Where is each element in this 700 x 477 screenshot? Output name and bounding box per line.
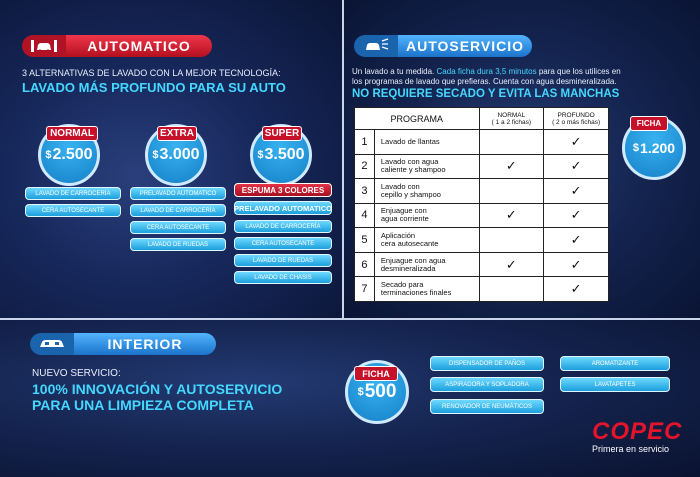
horizontal-divider (0, 318, 700, 320)
profundo-check: ✓ (544, 228, 609, 253)
normal-tag: NORMAL (46, 126, 98, 141)
autoservicio-intro-1: Un lavado a tu medida. Cada ficha dura 3,5 minutos para que los utilices en (352, 67, 621, 76)
interior-header (30, 333, 216, 355)
interior-service[interactable]: DISPENSADOR DE PAÑOS (430, 356, 544, 371)
program-name: Enjuague con agua desmineralizada (374, 252, 479, 277)
program-number: 4 (355, 203, 375, 228)
autoservicio-ficha-circle: $ 1.200 (622, 116, 686, 180)
normal-price: 2.500 (52, 146, 93, 163)
brand-tagline: Primera en servicio (592, 444, 670, 454)
interior-service[interactable]: LAVATAPETES (560, 377, 670, 392)
program-name: Lavado con agua caliente y shampoo (374, 154, 479, 179)
interior-ficha-tag: FICHA (354, 366, 398, 381)
normal-option[interactable]: LAVADO DE CARROCERÍA (25, 187, 121, 200)
program-name: Enjuague con agua corriente (374, 203, 479, 228)
program-row (355, 252, 609, 277)
normal-check (479, 277, 544, 302)
autoservicio-header (354, 35, 532, 57)
interior-service[interactable]: AROMATIZANTE (560, 356, 670, 371)
interior-title: INTERIOR (74, 333, 216, 355)
program-row (355, 179, 609, 204)
profundo-check: ✓ (544, 203, 609, 228)
profundo-check: ✓ (544, 130, 609, 155)
interior-service[interactable]: RENOVADOR DE NEUMÁTICOS (430, 399, 544, 414)
program-number: 3 (355, 179, 375, 204)
extra-tag: EXTRA (157, 126, 197, 141)
super-option[interactable]: LAVADO DE CARROCERÍA (234, 220, 332, 233)
super-option[interactable]: LAVADO DE RUEDAS (234, 254, 332, 267)
car-wash-icon (22, 35, 66, 57)
profundo-check: ✓ (544, 179, 609, 204)
program-name: Lavado con cepillo y shampoo (374, 179, 479, 204)
program-name: Secado para terminaciones finales (374, 277, 479, 302)
profundo-check: ✓ (544, 252, 609, 277)
super-option[interactable]: ESPUMA 3 COLORES (234, 183, 332, 197)
extra-option[interactable]: LAVADO DE RUEDAS (130, 238, 226, 251)
normal-check (479, 130, 544, 155)
program-row (355, 154, 609, 179)
program-header: PROGRAMA (355, 108, 480, 130)
interior-ficha-price: 500 (364, 381, 397, 402)
interior-headline-2: PARA UNA LIMPIEZA COMPLETA (32, 397, 254, 413)
program-row (355, 277, 609, 302)
program-number: 6 (355, 252, 375, 277)
program-name: Aplicación cera autosecante (374, 228, 479, 253)
autoservicio-title: AUTOSERVICIO (398, 35, 532, 57)
super-option[interactable]: LAVADO DE CHASIS (234, 271, 332, 284)
normal-price-circle: $ 2.500 (38, 124, 100, 186)
program-row (355, 203, 609, 228)
automatico-headline: LAVADO MÁS PROFUNDO PARA SU AUTO (22, 80, 286, 95)
normal-header: NORMAL ( 1 a 2 fichas) (479, 108, 544, 130)
normal-check (479, 228, 544, 253)
normal-check (479, 179, 544, 204)
autoservicio-ficha-tag: FICHA (630, 116, 668, 131)
automatico-title: AUTOMATICO (66, 35, 212, 57)
program-number: 2 (355, 154, 375, 179)
extra-option[interactable]: PRELAVADO AUTOMATICO (130, 187, 226, 200)
car-spray-icon (354, 35, 398, 57)
autoservicio-headline: NO REQUIERE SECADO Y EVITA LAS MANCHAS (352, 88, 620, 100)
program-row (355, 228, 609, 253)
super-tag: SUPER (262, 126, 302, 141)
vertical-divider (342, 0, 344, 318)
super-price-circle: $ 3.500 (250, 124, 312, 186)
program-table (354, 107, 609, 302)
normal-check: ✓ (479, 154, 544, 179)
extra-option[interactable]: CERA AUTOSECANTE (130, 221, 226, 234)
super-option[interactable]: CERA AUTOSECANTE (234, 237, 332, 250)
interior-ficha-circle: $ 500 (345, 360, 409, 424)
super-price: 3.500 (264, 146, 305, 163)
extra-price: 3.000 (159, 146, 200, 163)
interior-intro: NUEVO SERVICIO: (32, 368, 121, 379)
copec-logo: COPEC (592, 418, 683, 445)
interior-service[interactable]: ASPIRADORA Y SOPLADORA (430, 377, 544, 392)
automatico-intro: 3 ALTERNATIVAS DE LAVADO CON LA MEJOR TECNOLOGÍA: (22, 68, 281, 78)
program-number: 5 (355, 228, 375, 253)
normal-check: ✓ (479, 203, 544, 228)
profundo-check: ✓ (544, 154, 609, 179)
automatico-header (22, 35, 212, 57)
program-name: Lavado de llantas (374, 130, 479, 155)
extra-option[interactable]: LAVADO DE CARROCERÍA (130, 204, 226, 217)
profundo-check: ✓ (544, 277, 609, 302)
car-interior-icon (30, 333, 74, 355)
normal-option[interactable]: CERA AUTOSECANTE (25, 204, 121, 217)
autoservicio-ficha-price: 1.200 (640, 140, 676, 156)
program-number: 1 (355, 130, 375, 155)
program-row (355, 130, 609, 155)
interior-headline-1: 100% INNOVACIÓN Y AUTOSERVICIO (32, 381, 283, 397)
normal-check: ✓ (479, 252, 544, 277)
program-number: 7 (355, 277, 375, 302)
profundo-header: PROFUNDO ( 2 o más fichas) (544, 108, 609, 130)
autoservicio-intro-2: los programas de lavado que prefieras. Cuenta con agua desmineralizada. (352, 77, 617, 86)
super-option[interactable]: PRELAVADO AUTOMATICO (234, 201, 332, 215)
extra-price-circle: $ 3.000 (145, 124, 207, 186)
